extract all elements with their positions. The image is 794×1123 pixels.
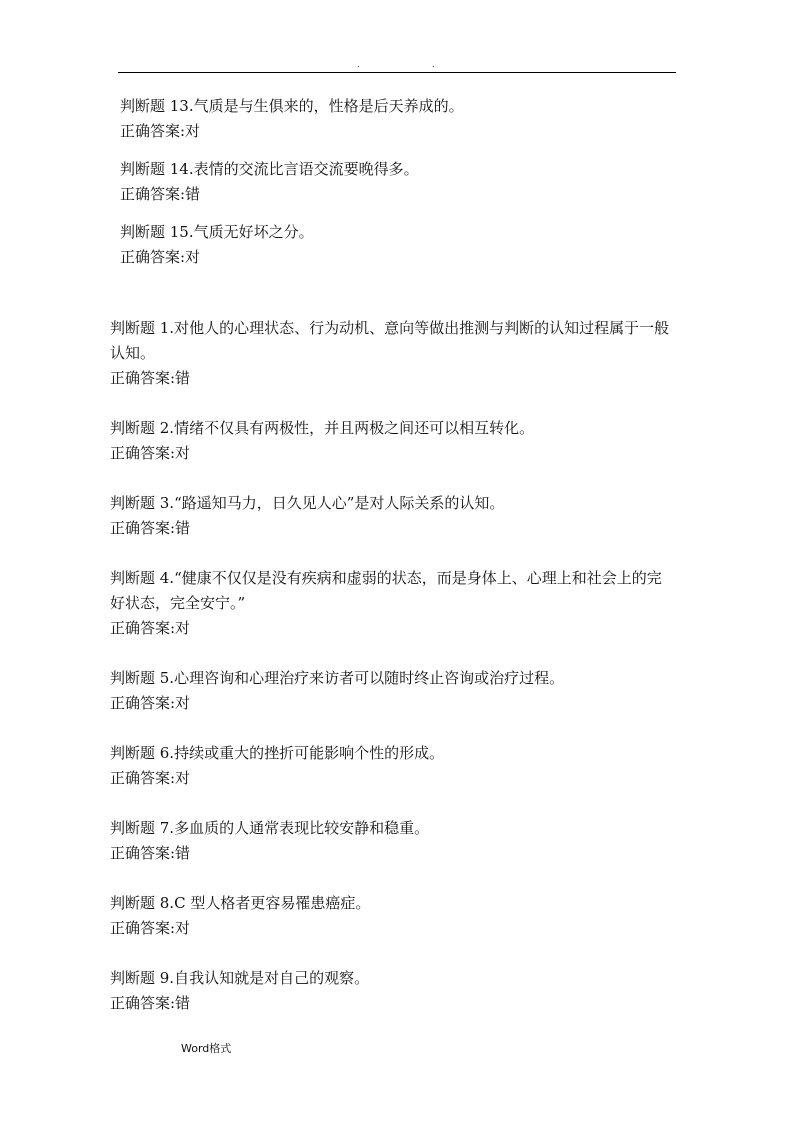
- question-text: 判断题 3.“路遥知马力，日久见人心”是对人际关系的认知。: [110, 494, 505, 512]
- question-text: 判断题 1.对他人的心理状态、行为动机、意向等做出推测与判断的认知过程属于一般认知。: [110, 319, 670, 362]
- answer-text: 正确答案:对: [120, 248, 201, 266]
- header-rule: [118, 72, 676, 73]
- answer-text: 正确答案:错: [110, 994, 191, 1012]
- question-text: 判断题 8.C 型人格者更容易罹患癌症。: [110, 894, 371, 912]
- question-block-9: [110, 966, 369, 1016]
- question-block-7: [110, 816, 429, 866]
- question-block-1: [110, 316, 670, 391]
- header-dot: .: [357, 60, 360, 69]
- answer-text: 正确答案:错: [110, 844, 191, 862]
- answer-text: 正确答案:对: [110, 919, 191, 937]
- question-text: 判断题 6.持续或重大的挫折可能影响个性的形成。: [110, 744, 445, 762]
- footer-label: Word格式: [181, 1042, 232, 1055]
- question-block-13: [120, 94, 464, 144]
- question-text: 判断题 9.自我认知就是对自己的观察。: [110, 969, 370, 987]
- answer-text: 正确答案:错: [110, 369, 191, 387]
- question-block-2: [110, 416, 534, 466]
- answer-text: 正确答案:对: [120, 122, 201, 140]
- question-block-15: [120, 220, 314, 270]
- answer-text: 正确答案:对: [110, 444, 191, 462]
- question-text: 判断题 4.“健康不仅仅是没有疾病和虚弱的状态，而是身体上、心理上和社会上的完好状态，完全安宁。”: [110, 569, 662, 612]
- question-text: 判断题 5.心理咨询和心理治疗来访者可以随时终止咨询或治疗过程。: [110, 669, 565, 687]
- question-block-6: [110, 741, 444, 791]
- question-text: 判断题 7.多血质的人通常表现比较安静和稳重。: [110, 819, 430, 837]
- header-dot: .: [432, 60, 435, 69]
- answer-text: 正确答案:错: [110, 519, 191, 537]
- question-text: 判断题 2.情绪不仅具有两极性，并且两极之间还可以相互转化。: [110, 419, 535, 437]
- question-block-8: [110, 891, 370, 941]
- question-block-5: [110, 666, 564, 716]
- question-text: 判断题 14.表情的交流比言语交流要晚得多。: [120, 160, 419, 178]
- question-text: 判断题 13.气质是与生俱来的，性格是后天养成的。: [120, 97, 464, 115]
- answer-text: 正确答案:对: [110, 769, 191, 787]
- answer-text: 正确答案:对: [110, 694, 191, 712]
- question-block-3: [110, 491, 504, 541]
- question-block-14: [120, 157, 419, 207]
- answer-text: 正确答案:对: [110, 619, 191, 637]
- question-text: 判断题 15.气质无好坏之分。: [120, 223, 314, 241]
- question-block-4: [110, 566, 670, 641]
- answer-text: 正确答案:错: [120, 185, 201, 203]
